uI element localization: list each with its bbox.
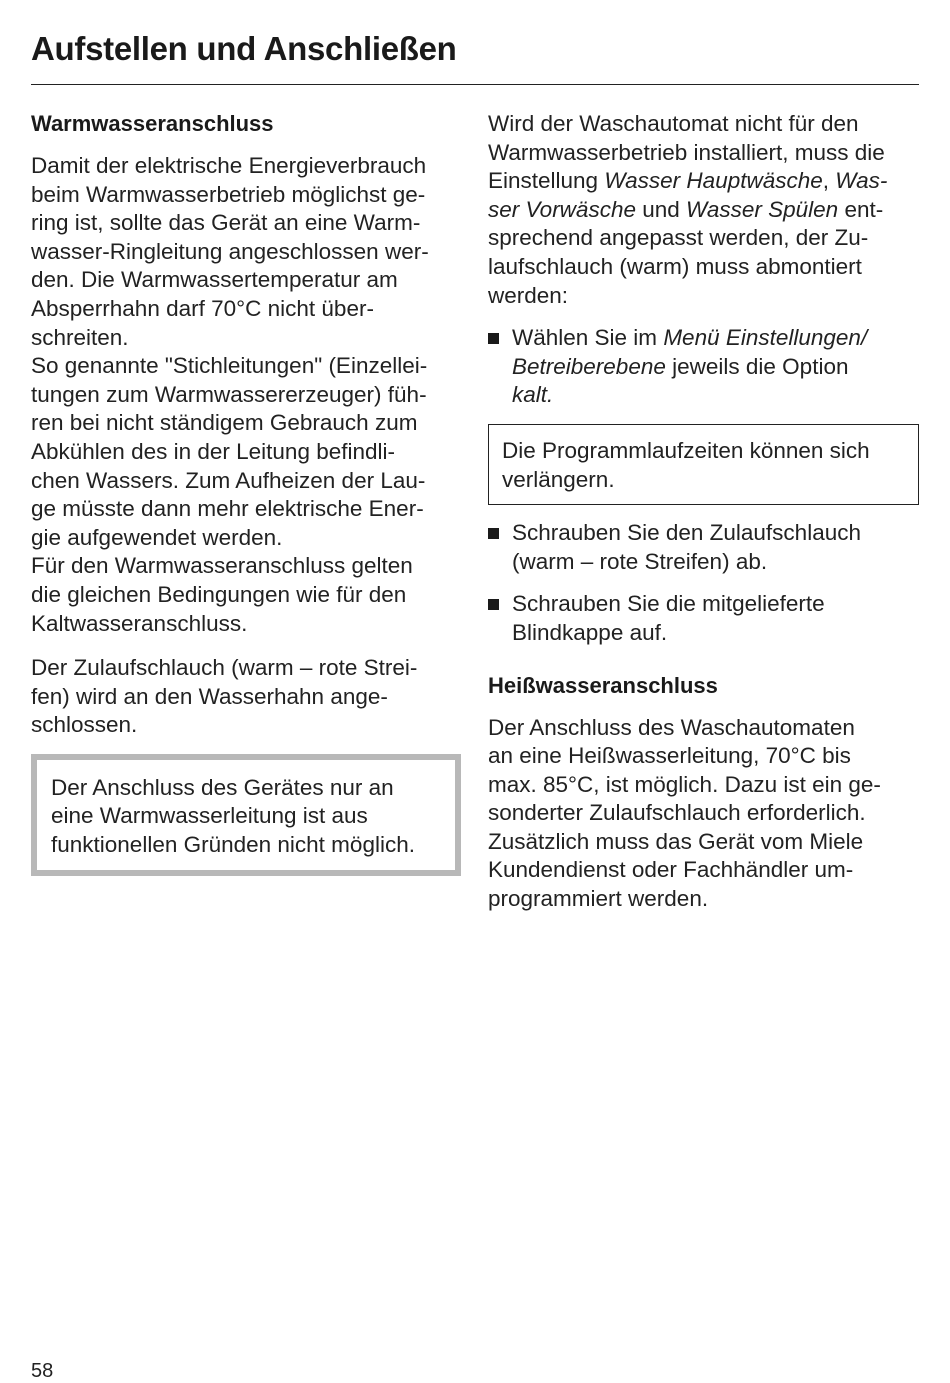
note-box: [488, 424, 919, 505]
text-line: ren bei nicht ständigem Gebrauch zum: [31, 410, 418, 436]
note-text-line: Die Programmlaufzeiten können sich: [502, 437, 870, 463]
text-line: Einstellung Wasser Hauptwäsche, Was-: [488, 168, 888, 194]
text-line: beim Warmwasserbetrieb möglichst ge-: [31, 181, 426, 207]
paragraph-warmwasser-intro: [31, 152, 463, 638]
text-line: Zusätzlich muss das Gerät vom Miele: [488, 828, 864, 854]
paragraph-heisswasser: [488, 714, 920, 914]
section-heading-heisswasser: Heißwasseranschluss: [488, 672, 718, 698]
warning-box: [31, 754, 461, 876]
text-line: laufschlauch (warm) muss abmontiert: [488, 253, 862, 279]
text-line: Warmwasserbetrieb installiert, muss die: [488, 139, 885, 165]
text-line: Für den Warmwasseranschluss gelten: [31, 553, 413, 579]
text-line: Blindkappe auf.: [512, 619, 668, 645]
text-line: Betreiberebene jeweils die Option: [512, 353, 849, 379]
right-column: [488, 110, 920, 914]
setting-name: ser Vorwäsche: [488, 196, 636, 222]
text-line: den. Die Warmwassertemperatur am: [31, 267, 398, 293]
menu-path: Betreiberebene: [512, 353, 666, 379]
bullet-item-menu-settings: [488, 324, 920, 410]
bullet-item-unscrew-hose: [488, 519, 920, 576]
text-line: Abkühlen des in der Leitung befindli-: [31, 438, 395, 464]
warning-text-line: eine Warmwasserleitung ist aus: [51, 803, 368, 829]
text-line: schlossen.: [31, 712, 138, 738]
paragraph-kaltwasser-settings: [488, 110, 920, 310]
option-name: kalt.: [512, 382, 554, 408]
text-line: Der Anschluss des Waschautomaten: [488, 714, 855, 740]
text-line: wasser-Ringleitung angeschlossen wer-: [31, 238, 429, 264]
page-title: Aufstellen und Anschließen: [31, 30, 457, 67]
page-number: 58: [31, 1360, 54, 1382]
left-column: [31, 110, 463, 876]
text-line: tungen zum Warmwassererzeuger) füh-: [31, 381, 427, 407]
text-line: Wird der Waschautomat nicht für den: [488, 111, 859, 136]
title-rule: [31, 84, 919, 85]
square-bullet-icon: [488, 528, 499, 539]
text-line: Schrauben Sie die mitgelieferte: [512, 591, 825, 617]
text-line: (warm – rote Streifen) ab.: [512, 548, 768, 574]
setting-name: Was-: [835, 168, 888, 194]
text-line: Kaltwasseranschluss.: [31, 610, 248, 636]
paragraph-zulaufschlauch: [31, 654, 463, 740]
text-line: Absperrhahn darf 70°C nicht über-: [31, 295, 374, 321]
text-line: max. 85°C, ist möglich. Dazu ist ein ge-: [488, 771, 881, 797]
warning-text-line: Der Anschluss des Gerätes nur an: [51, 774, 394, 800]
square-bullet-icon: [488, 333, 499, 344]
text-line: fen) wird an den Wasserhahn ange-: [31, 683, 388, 709]
setting-name: Wasser Spülen: [686, 196, 839, 222]
square-bullet-icon: [488, 599, 499, 610]
text-line: Kundendienst oder Fachhändler um-: [488, 857, 854, 883]
text-line: die gleichen Bedingungen wie für den: [31, 581, 407, 607]
text-line: Damit der elektrische Energieverbrauch: [31, 153, 427, 178]
text-line: schreiten.: [31, 324, 129, 350]
text-line: Wählen Sie im Menü Einstellungen/: [512, 325, 868, 351]
text-line: ring ist, sollte das Gerät an eine Warm-: [31, 210, 421, 236]
text-line: So genannte "Stichleitungen" (Einzellei-: [31, 353, 428, 379]
text-line: an eine Heißwasserleitung, 70°C bis: [488, 743, 851, 769]
text-line: ser Vorwäsche und Wasser Spülen ent-: [488, 196, 884, 222]
text-line: [512, 381, 920, 410]
text-line: werden:: [488, 282, 569, 308]
text-line: gie aufgewendet werden.: [31, 524, 283, 550]
text-line: programmiert werden.: [488, 886, 709, 912]
text-line: chen Wassers. Zum Aufheizen der Lau-: [31, 467, 426, 493]
text-line: Der Zulaufschlauch (warm – rote Strei-: [31, 655, 418, 681]
note-text-line: verlängern.: [502, 466, 615, 492]
text-line: ge müsste dann mehr elektrische Ener-: [31, 496, 424, 522]
bullet-item-blind-cap: [488, 590, 920, 647]
menu-path: Menü Einstellungen/: [663, 325, 868, 351]
text-line: sprechend angepasst werden, der Zu-: [488, 225, 869, 251]
warning-text-line: funktionellen Gründen nicht möglich.: [51, 832, 415, 858]
section-heading-warmwasser: Warmwasseranschluss: [31, 111, 274, 136]
setting-name: Wasser Hauptwäsche: [604, 168, 823, 194]
text-line: Schrauben Sie den Zulaufschlauch: [512, 520, 861, 546]
text-line: sonderter Zulaufschlauch erforderlich.: [488, 800, 866, 826]
